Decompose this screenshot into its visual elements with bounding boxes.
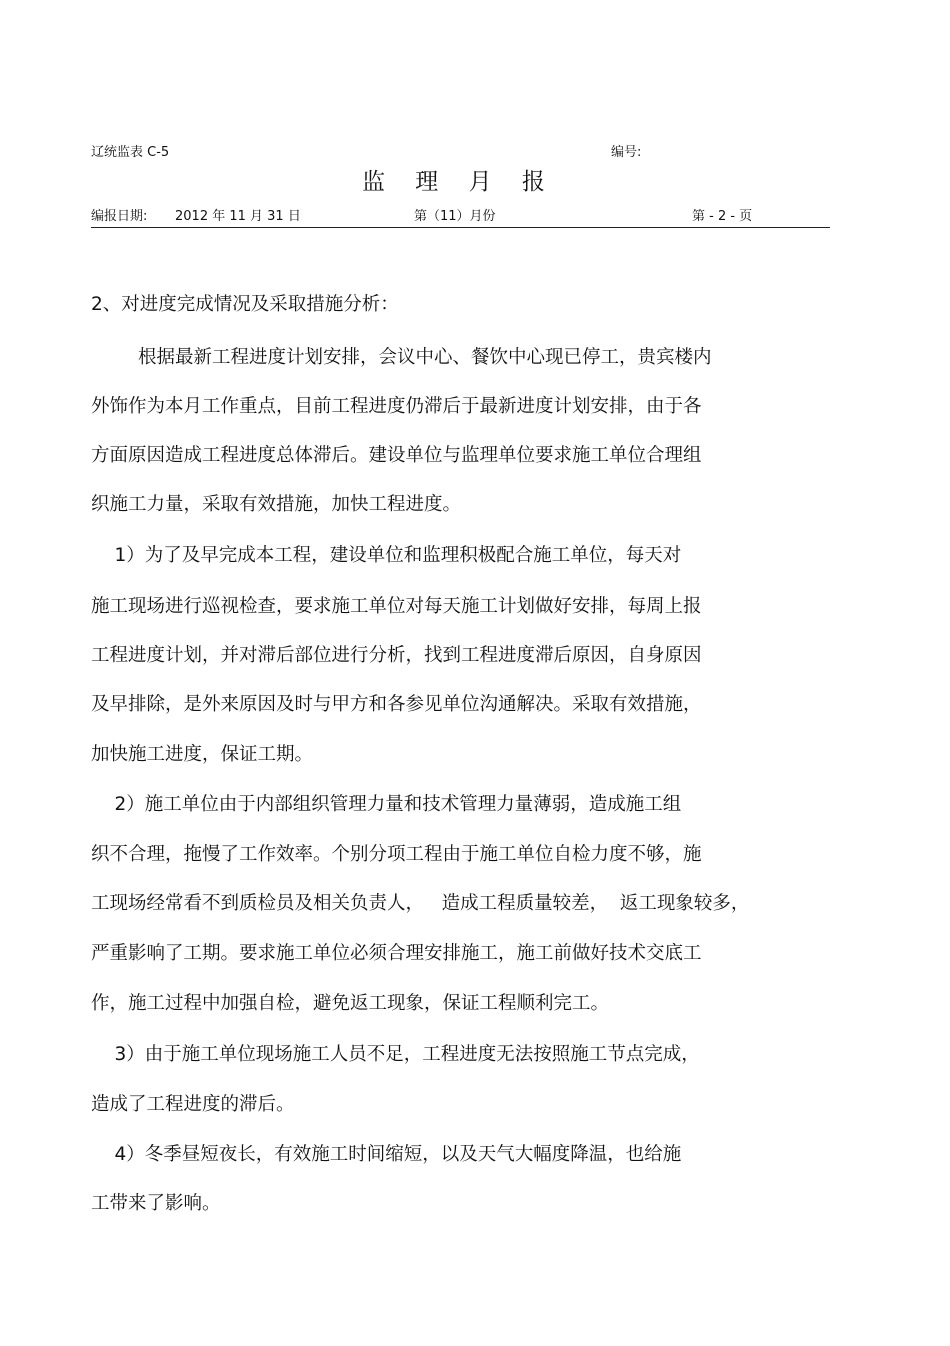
body-line: 施工现场进行巡视检查，要求施工单位对每天施工计划做好安排，每周上报 <box>91 596 702 617</box>
body-line: 4）冬季昼短夜长，有效施工时间缩短，以及天气大幅度降温，也给施 <box>91 1144 682 1165</box>
body-line: 工带来了影响。 <box>91 1193 221 1214</box>
body-line: 织施工力量，采取有效措施，加快工程进度。 <box>91 494 462 515</box>
page-number: 第 - 2 - 页 <box>692 209 753 224</box>
body-line: 工程进度计划，并对滞后部位进行分析，找到工程进度滞后原因，自身原因 <box>91 645 702 666</box>
body-line: 2）施工单位由于内部组织管理力量和技术管理力量薄弱，造成施工组 <box>91 794 682 815</box>
body-line: 3）由于施工单位现场施工人员不足，工程进度无法按照施工节点完成， <box>91 1044 700 1065</box>
date-value: 2012 年 11 月 31 日 <box>175 209 301 224</box>
body-line: 加快施工进度，保证工期。 <box>91 744 314 765</box>
body-line: 方面原因造成工程进度总体滞后。建设单位与监理单位要求施工单位合理组 <box>91 445 702 466</box>
body-line: 工现场经常看不到质检员及相关负责人， 造成工程质量较差， 返工现象较多， <box>91 893 750 914</box>
body-line: 根据最新工程进度计划安排，会议中心、餐饮中心现已停工，贵宾楼内 <box>91 347 712 368</box>
body-line: 作，施工过程中加强自检，避免返工现象，保证工程顺利完工。 <box>91 993 610 1014</box>
header-divider <box>91 227 830 228</box>
date-label: 编报日期: <box>91 209 148 224</box>
serial-number-label: 编号: <box>611 145 642 160</box>
page-title: 监 理 月 报 <box>362 169 557 195</box>
body-line: 织不合理，拖慢了工作效率。个别分项工程由于施工单位自检力度不够，施 <box>91 844 702 865</box>
body-line: 及早排除，是外来原因及时与甲方和各参见单位沟通解决。采取有效措施， <box>91 694 702 715</box>
body-line: 1）为了及早完成本工程，建设单位和监理积极配合施工单位，每天对 <box>91 545 682 566</box>
body-line: 造成了工程进度的滞后。 <box>91 1094 295 1115</box>
form-code: 辽统监表 C-5 <box>91 145 170 160</box>
report-period: 第（11）月份 <box>414 209 496 224</box>
section-heading: 2、对进度完成情况及采取措施分析： <box>91 294 399 315</box>
body-line: 外饰作为本月工作重点，目前工程进度仍滞后于最新进度计划安排，由于各 <box>91 396 702 417</box>
body-line: 严重影响了工期。要求施工单位必须合理安排施工，施工前做好技术交底工 <box>91 943 702 964</box>
